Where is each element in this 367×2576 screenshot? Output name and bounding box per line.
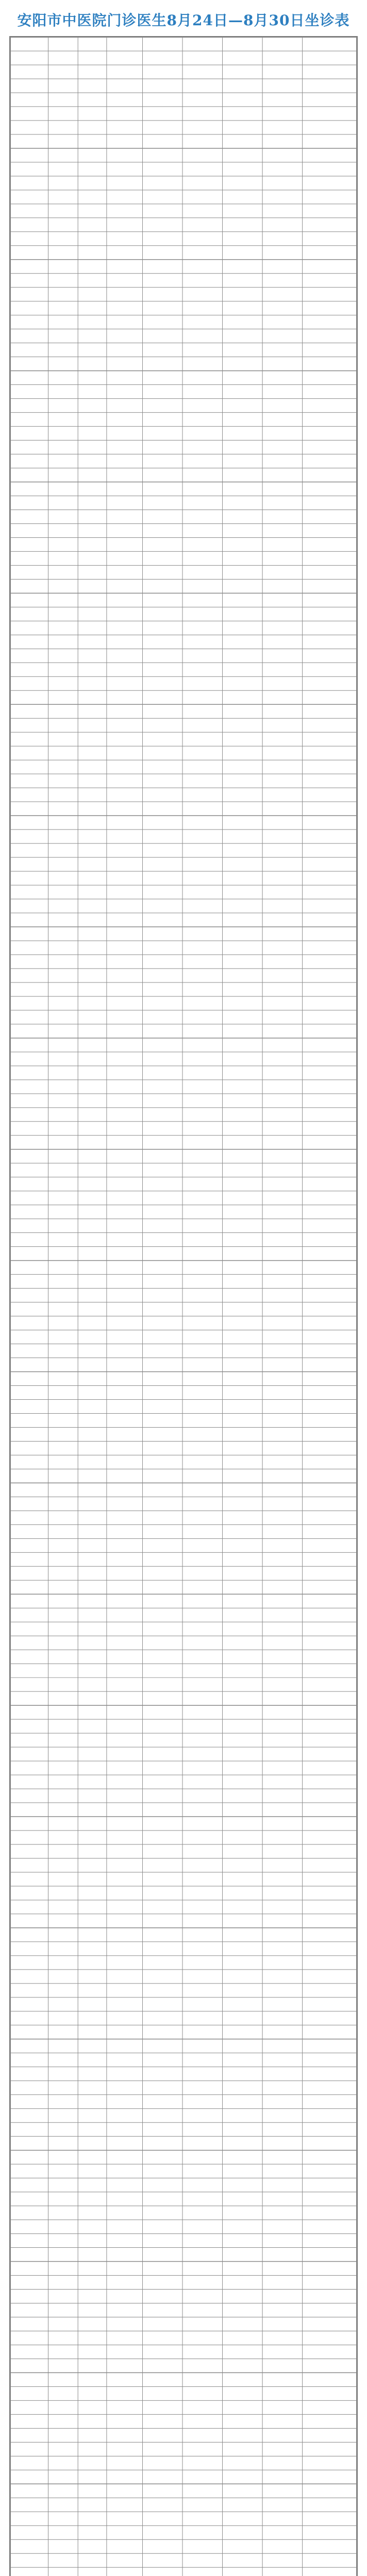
- schedule-grid: [10, 37, 357, 2576]
- schedule-title: 安阳市中医院门诊医生8月24日—8月30日坐诊表: [17, 12, 350, 29]
- schedule-table: [9, 36, 358, 2576]
